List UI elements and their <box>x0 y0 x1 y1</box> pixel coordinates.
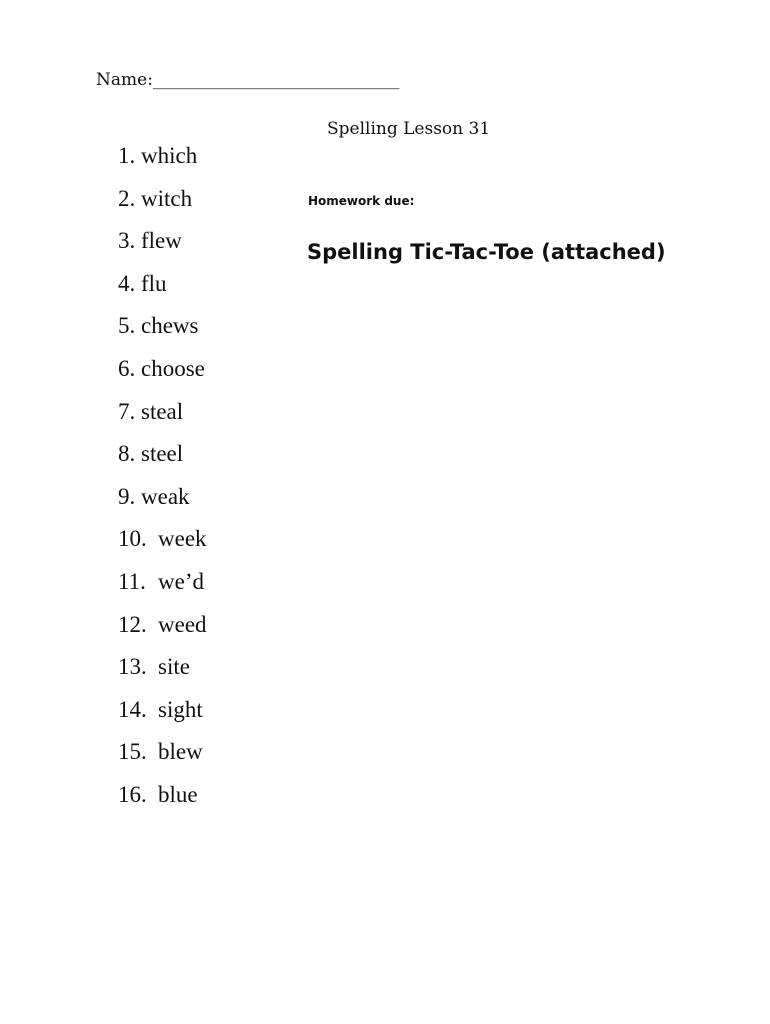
word-number: 11. <box>118 568 146 594</box>
word-number: 13. <box>118 654 147 680</box>
word-number: 9. <box>118 483 136 509</box>
homework-due-label: Homework due: <box>308 194 415 208</box>
spelling-word-list <box>118 140 207 822</box>
spelling-word: flew <box>141 228 182 254</box>
spelling-word: chews <box>141 313 199 339</box>
spelling-word: blew <box>158 739 203 765</box>
word-number: 15. <box>118 739 147 765</box>
word-number: 5. <box>118 313 136 339</box>
spelling-word: flu <box>141 270 167 296</box>
list-item <box>118 353 207 396</box>
spelling-word: steal <box>141 398 184 424</box>
list-item <box>118 396 207 439</box>
spelling-word: steel <box>141 441 184 467</box>
spelling-word: week <box>158 526 207 552</box>
word-number: 8. <box>118 441 136 467</box>
word-number: 12. <box>118 611 147 637</box>
list-item <box>118 523 207 566</box>
list-item <box>118 140 207 183</box>
list-item <box>118 609 207 652</box>
spelling-word: we’d <box>158 568 204 594</box>
word-number: 7. <box>118 398 136 424</box>
list-item <box>118 736 207 779</box>
spelling-word: weak <box>141 483 190 509</box>
list-item <box>118 651 207 694</box>
spelling-word: witch <box>141 185 193 211</box>
spelling-word: weed <box>158 611 207 637</box>
spelling-word: choose <box>141 355 205 381</box>
spelling-word: sight <box>158 696 203 722</box>
word-number: 3. <box>118 228 136 254</box>
spelling-word: site <box>158 654 190 680</box>
word-number: 4. <box>118 270 136 296</box>
word-number: 2. <box>118 185 136 211</box>
word-number: 10. <box>118 526 147 552</box>
list-item <box>118 268 207 311</box>
list-item <box>118 566 207 609</box>
list-item <box>118 438 207 481</box>
word-number: 14. <box>118 696 147 722</box>
page-title: Spelling Lesson 31 <box>327 119 491 139</box>
spelling-word: blue <box>158 781 198 807</box>
word-number: 1. <box>118 143 136 168</box>
list-item <box>118 183 207 226</box>
list-item <box>118 310 207 353</box>
list-item <box>118 779 207 822</box>
name-field: Name:_____________________________ <box>96 70 400 90</box>
word-number: 16. <box>118 781 147 807</box>
list-item <box>118 694 207 737</box>
list-item <box>118 225 207 268</box>
homework-task: Spelling Tic-Tac-Toe (attached) <box>307 240 666 264</box>
spelling-word: which <box>141 143 198 168</box>
list-item <box>118 481 207 524</box>
word-number: 6. <box>118 355 136 381</box>
